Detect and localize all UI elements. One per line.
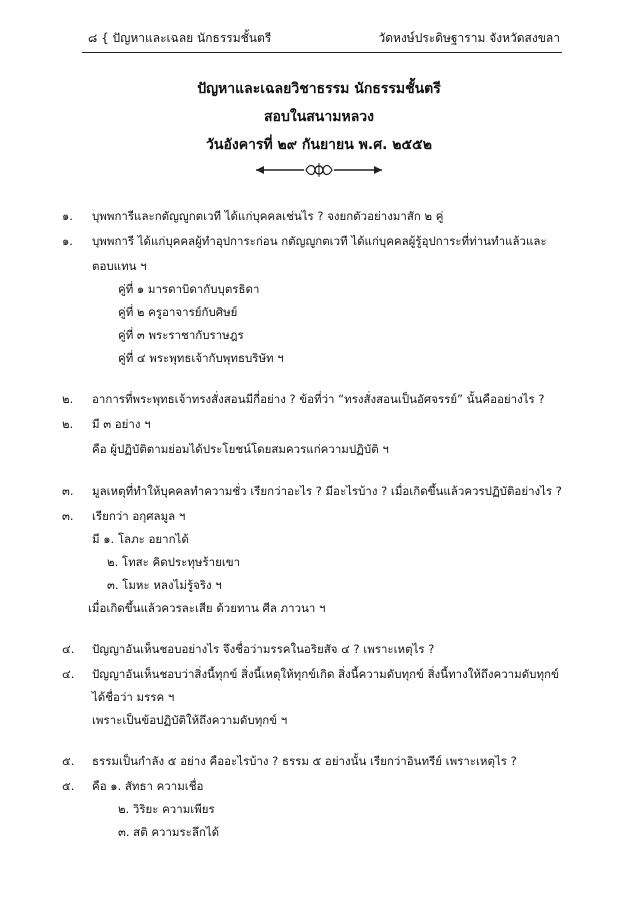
item-number: ๕. <box>62 779 75 793</box>
answer-5-line-2: ๒. วิริยะ ความเพียร <box>118 802 215 816</box>
answer-3-line-last: เมื่อเกิดขึ้นแล้วควรละเสีย ด้วยทาน ศีล ภาวนา ฯ <box>88 601 326 615</box>
answer-5-line-1: คือ ๑. สัทธา ความเชื่อ <box>92 779 204 793</box>
answer-1-line-1: บุพพการี ได้แก่บุคคลผู้ทำอุปการะก่อน กตัญญูกตเวที ได้แก่บุคคลผู้รู้อุปการะที่ท่านทำแล้วและ <box>92 234 547 248</box>
answer-1-line-2: ตอบแทน ฯ <box>92 259 147 273</box>
header-rule <box>82 52 562 53</box>
question-1: บุพพการีและกตัญญูกตเวที ได้แก่บุคคลเช่นไร ? จงยกตัวอย่างมาสัก ๒ คู่ <box>92 209 444 223</box>
item-number: ๑. <box>62 209 73 223</box>
item-number: ๕. <box>62 754 75 768</box>
answer-1-pair-1: คู่ที่ ๑ มารดาบิดากับบุตรธิดา <box>118 282 260 296</box>
answer-4-line-3: เพราะเป็นข้อปฏิบัติให้ถึงความดับทุกข์ ฯ <box>92 713 288 727</box>
question-3: มูลเหตุที่ทำให้บุคคลทำความชั่ว เรียกว่าอะไร ? มีอะไรบ้าง ? เมื่อเกิดขึ้นแล้วควรปฏิบัติอย่างไร ? <box>92 484 562 498</box>
item-number: ๒. <box>62 392 74 406</box>
item-number: ๓. <box>62 509 74 523</box>
question-2: อาการที่พระพุทธเจ้าทรงสั่งสอนมีกี่อย่าง ? ข้อที่ว่า “ทรงสั่งสอนเป็นอัศจรรย์” นั้นคืออย่างไร ? <box>92 392 545 406</box>
header-right-text: วัดหงษ์ประดิษฐาราม จังหวัดสงขลา <box>378 31 560 45</box>
answer-3-line-1: เรียกว่า อกุศลมูล ฯ <box>92 509 186 523</box>
title-line-3: วันอังคารที่ ๒๙ กันยายน พ.ศ. ๒๕๕๒ <box>206 137 432 153</box>
item-number: ๔. <box>62 667 75 681</box>
answer-4-line-2: ได้ชื่อว่า มรรค ฯ <box>92 690 175 704</box>
answer-1-pair-3: คู่ที่ ๓ พระราชากับราษฎร <box>118 328 244 342</box>
question-4: ปัญญาอันเห็นชอบอย่างไร จึงชื่อว่ามรรคในอริยสัจ ๔ ? เพราะเหตุไร ? <box>92 642 435 656</box>
answer-1-pair-4: คู่ที่ ๔ พระพุทธเจ้ากับพุทธบริษัท ฯ <box>118 351 284 365</box>
answer-4-line-1: ปัญญาอันเห็นชอบว่าสิ่งนี้ทุกข์ สิ่งนี้เหตุให้ทุกข์เกิด สิ่งนี้ความดับทุกข์ สิ่งนี้ทางให้ถึงความดับทุกข์ <box>92 667 559 681</box>
answer-1-pair-2: คู่ที่ ๒ ครูอาจารย์กับศิษย์ <box>118 305 238 319</box>
ornament-divider-icon <box>254 162 384 178</box>
answer-2-line-1: มี ๓ อย่าง ฯ <box>92 417 151 431</box>
answer-3-root-3: ๓. โมหะ หลงไม่รู้จริง ฯ <box>107 578 222 592</box>
title-line-2: สอบในสนามหลวง <box>264 109 374 125</box>
header-left-text: ๘ { ปัญหาและเฉลย นักธรรมชั้นตรี <box>88 31 272 45</box>
answer-2-line-2: คือ ผู้ปฏิบัติตามย่อมได้ประโยชน์โดยสมควรแก่ความปฏิบัติ ฯ <box>92 442 389 456</box>
item-number: ๓. <box>62 484 74 498</box>
title-line-1: ปัญหาและเฉลยวิชาธรรม นักธรรมชั้นตรี <box>197 81 441 97</box>
answer-3-root-1: มี ๑. โลภะ อยากได้ <box>92 532 189 546</box>
answer-5-line-3: ๓. สติ ความระลึกได้ <box>118 825 220 839</box>
item-number: ๔. <box>62 642 75 656</box>
answer-3-root-2: ๒. โทสะ คิดประทุษร้ายเขา <box>107 555 241 569</box>
item-number: ๑. <box>62 234 73 248</box>
item-number: ๒. <box>62 417 74 431</box>
question-5: ธรรมเป็นกำลัง ๕ อย่าง คืออะไรบ้าง ? ธรรม ๕ อย่างนั้น เรียกว่าอินทรีย์ เพราะเหตุไร ? <box>92 754 517 768</box>
